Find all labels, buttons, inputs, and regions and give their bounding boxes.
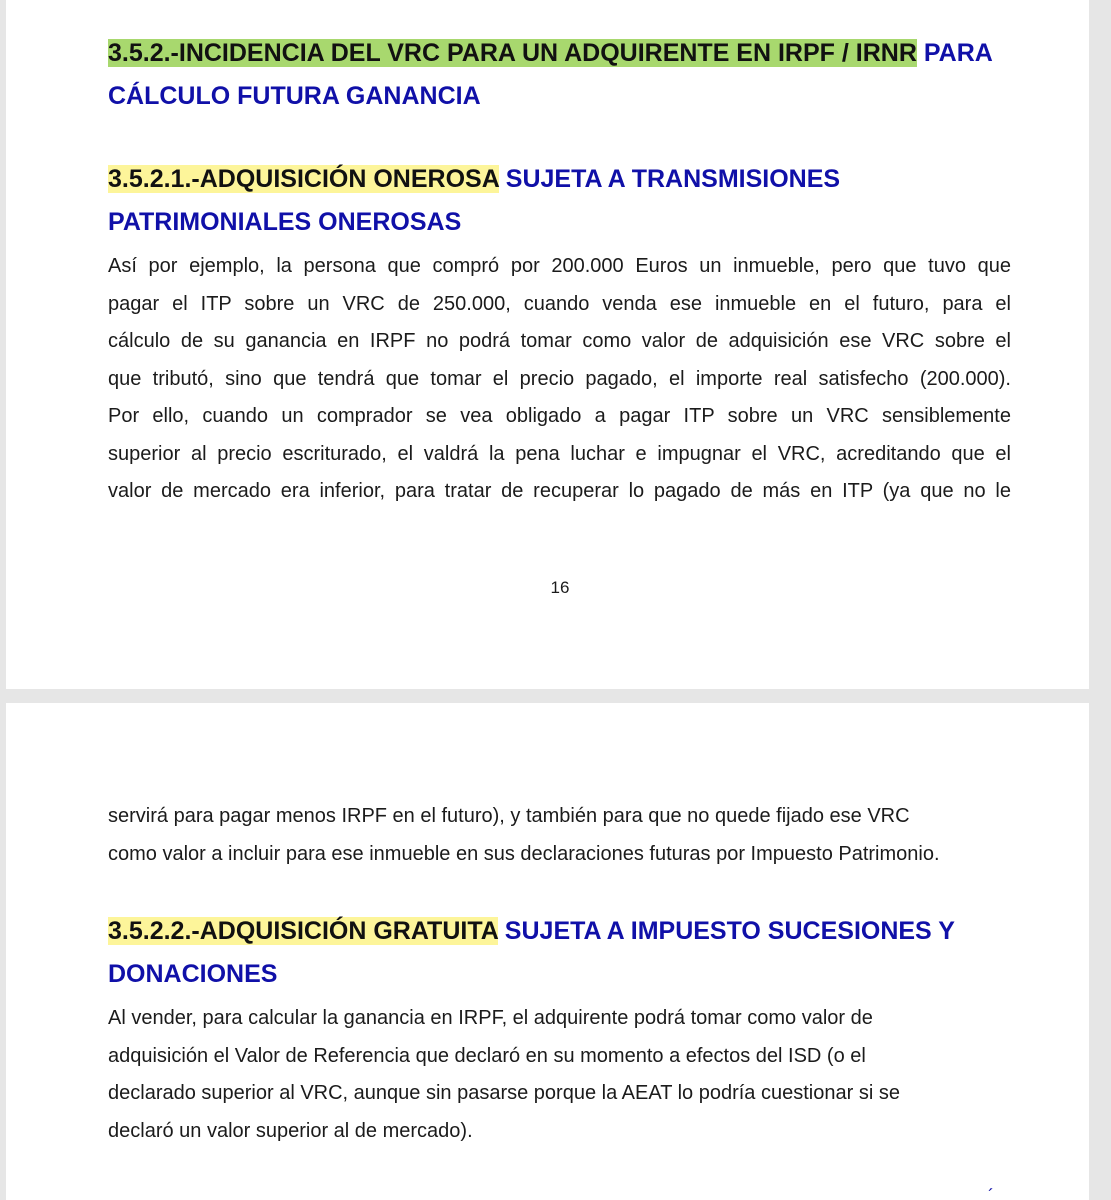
highlighted-heading-text: 3.5.2.1.-ADQUISICIÓN ONEROSA [108, 165, 499, 193]
heading-text-rest: SUJETA A TRANSMISIONES [498, 165, 841, 193]
section-heading-3-5-2-1 [108, 158, 1011, 244]
body-paragraph-onerosa [108, 248, 1011, 511]
paragraph-line: valor de mercado era inferior, para tratar de recuperar lo pagado de más en ITP (ya que no le [108, 480, 1011, 502]
paragraph-line: pagar el ITP sobre un VRC de 250.000, cuando venda ese inmueble en el futuro, para el [108, 292, 1011, 315]
highlighted-heading-text: 3.5.2.-INCIDENCIA DEL VRC PARA UN ADQUIRENTE EN IRPF / IRNR [108, 39, 917, 67]
paragraph-line: declarado superior al VRC, aunque sin pasarse porque la AEAT lo podría cuestionar si se [108, 1082, 900, 1104]
paragraph-line: como valor a incluir para ese inmueble en sus declaraciones futuras por Impuesto Patrimonio. [108, 842, 940, 865]
paragraph-line: que tributó, sino que tendrá que tomar el precio pagado, el importe real satisfecho (200.000). [108, 367, 1011, 390]
paragraph-line: cálculo de su ganancia en IRPF no podrá tomar como valor de adquisición ese VRC sobre el [108, 330, 1011, 352]
paragraph-line: Así por ejemplo, la persona que compró por 200.000 Euros un inmueble, pero que tuvo que [108, 255, 1011, 277]
heading-line-1 [108, 32, 1011, 75]
document-page-16 [6, 0, 1089, 689]
section-heading-3-5-2-2 [108, 910, 1011, 996]
heading-line-2: CÁLCULO FUTURA GANANCIA [108, 82, 481, 110]
highlighted-heading-text: 3.5.2.2.-ADQUISICIÓN GRATUITA [108, 917, 498, 945]
paragraph-line: Por ello, cuando un comprador se vea obligado a pagar ITP sobre un VRC sensiblemente [108, 405, 1011, 427]
page-number: 16 [550, 578, 570, 597]
heading-text-rest: SUJETA A IMPUESTO SUCESIONES Y [497, 917, 955, 945]
paragraph-line: declaró un valor superior al de mercado). [108, 1119, 473, 1142]
heading-line-2: PATRIMONIALES ONEROSAS [108, 208, 462, 236]
document-page-17 [6, 703, 1089, 1200]
heading-text-rest: PARA [916, 39, 993, 67]
heading-line-1 [108, 158, 1011, 201]
heading-line-1 [108, 910, 1011, 953]
paragraph-line: Al vender, para calcular la ganancia en IRPF, el adquirente podrá tomar como valor de [108, 1007, 873, 1029]
body-paragraph-gratuita [108, 1000, 1011, 1150]
paragraph-line: superior al precio escriturado, el valdrá la pena luchar e impugnar el VRC, acreditando que el [108, 442, 1011, 465]
continuation-paragraph [108, 798, 1011, 873]
cut-off-accent-mark: ´ [988, 1186, 994, 1200]
paragraph-line: servirá para pagar menos IRPF en el futuro), y también para que no quede fijado ese VRC [108, 805, 910, 827]
section-heading-3-5-2 [108, 32, 1011, 118]
paragraph-line: adquisición el Valor de Referencia que declaró en su momento a efectos del ISD (o el [108, 1044, 866, 1067]
heading-line-2: DONACIONES [108, 960, 278, 988]
